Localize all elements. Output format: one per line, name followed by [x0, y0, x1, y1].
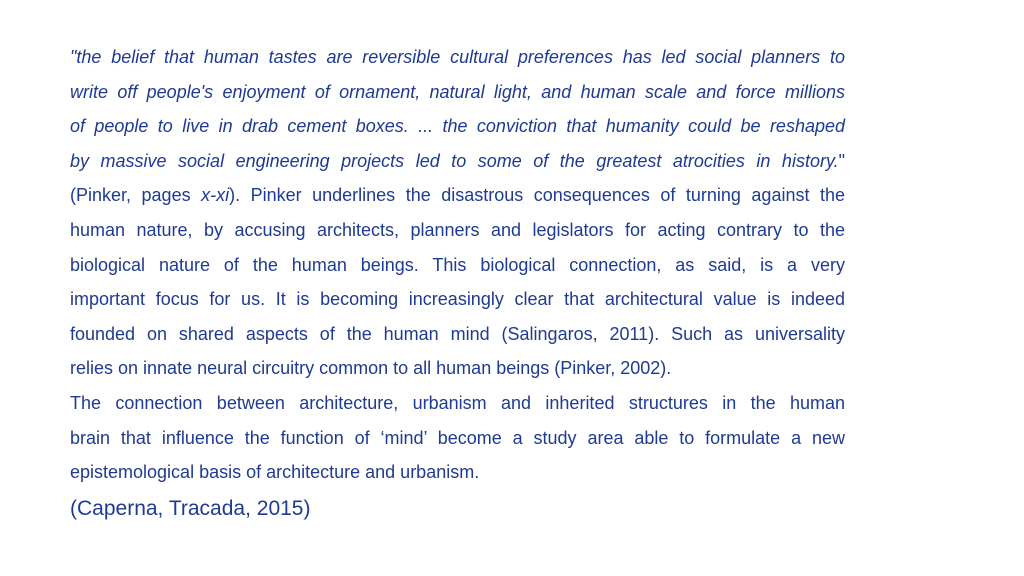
quote-line-3: of people to live in drab cement boxes. ... the conviction that humanity could be reshaped	[70, 116, 845, 137]
para2-line-3: epistemological basis of architecture and urbanism.	[70, 462, 480, 483]
body-line-3: important focus for us. It is becoming increasingly clear that architectural value is indeed	[70, 289, 845, 310]
pinker-pages: x-xi	[201, 185, 230, 206]
quote-line-1: "the belief that human tastes are reversible cultural preferences has led social planners to	[70, 47, 845, 67]
pinker-line	[70, 178, 845, 213]
para2-line-1: The connection between architecture, urbanism and inherited structures in the human	[70, 392, 845, 413]
quote-line-4	[70, 144, 845, 179]
citation: (Caperna, Tracada, 2015)	[70, 496, 311, 520]
slide-content	[70, 40, 845, 526]
body-line-1: human nature, by accusing architects, planners and legislators for acting contrary to the	[70, 219, 845, 240]
quote-line-2: write off people's enjoyment of ornament, natural light, and human scale and force millions	[70, 81, 845, 102]
body-line-2: biological nature of the human beings. This biological connection, as said, is a very	[70, 254, 845, 275]
quote-close-mark: "	[838, 150, 845, 171]
pinker-line-end: ). Pinker underlines the disastrous consequences of turning against the	[229, 185, 845, 206]
para2-line-2: brain that influence the function of ‘mind’ become a study area able to formulate a new	[70, 427, 845, 448]
quote-line-4-italic: by massive social engineering projects led to some of the greatest atrocities in history.	[70, 150, 839, 171]
body-line-4: founded on shared aspects of the human mind (Salingaros, 2011). Such as universality	[70, 323, 845, 344]
body-line-5: relies on innate neural circuitry common to all human beings (Pinker, 2002).	[70, 358, 672, 379]
pinker-line-start: (Pinker, pages	[70, 185, 202, 206]
